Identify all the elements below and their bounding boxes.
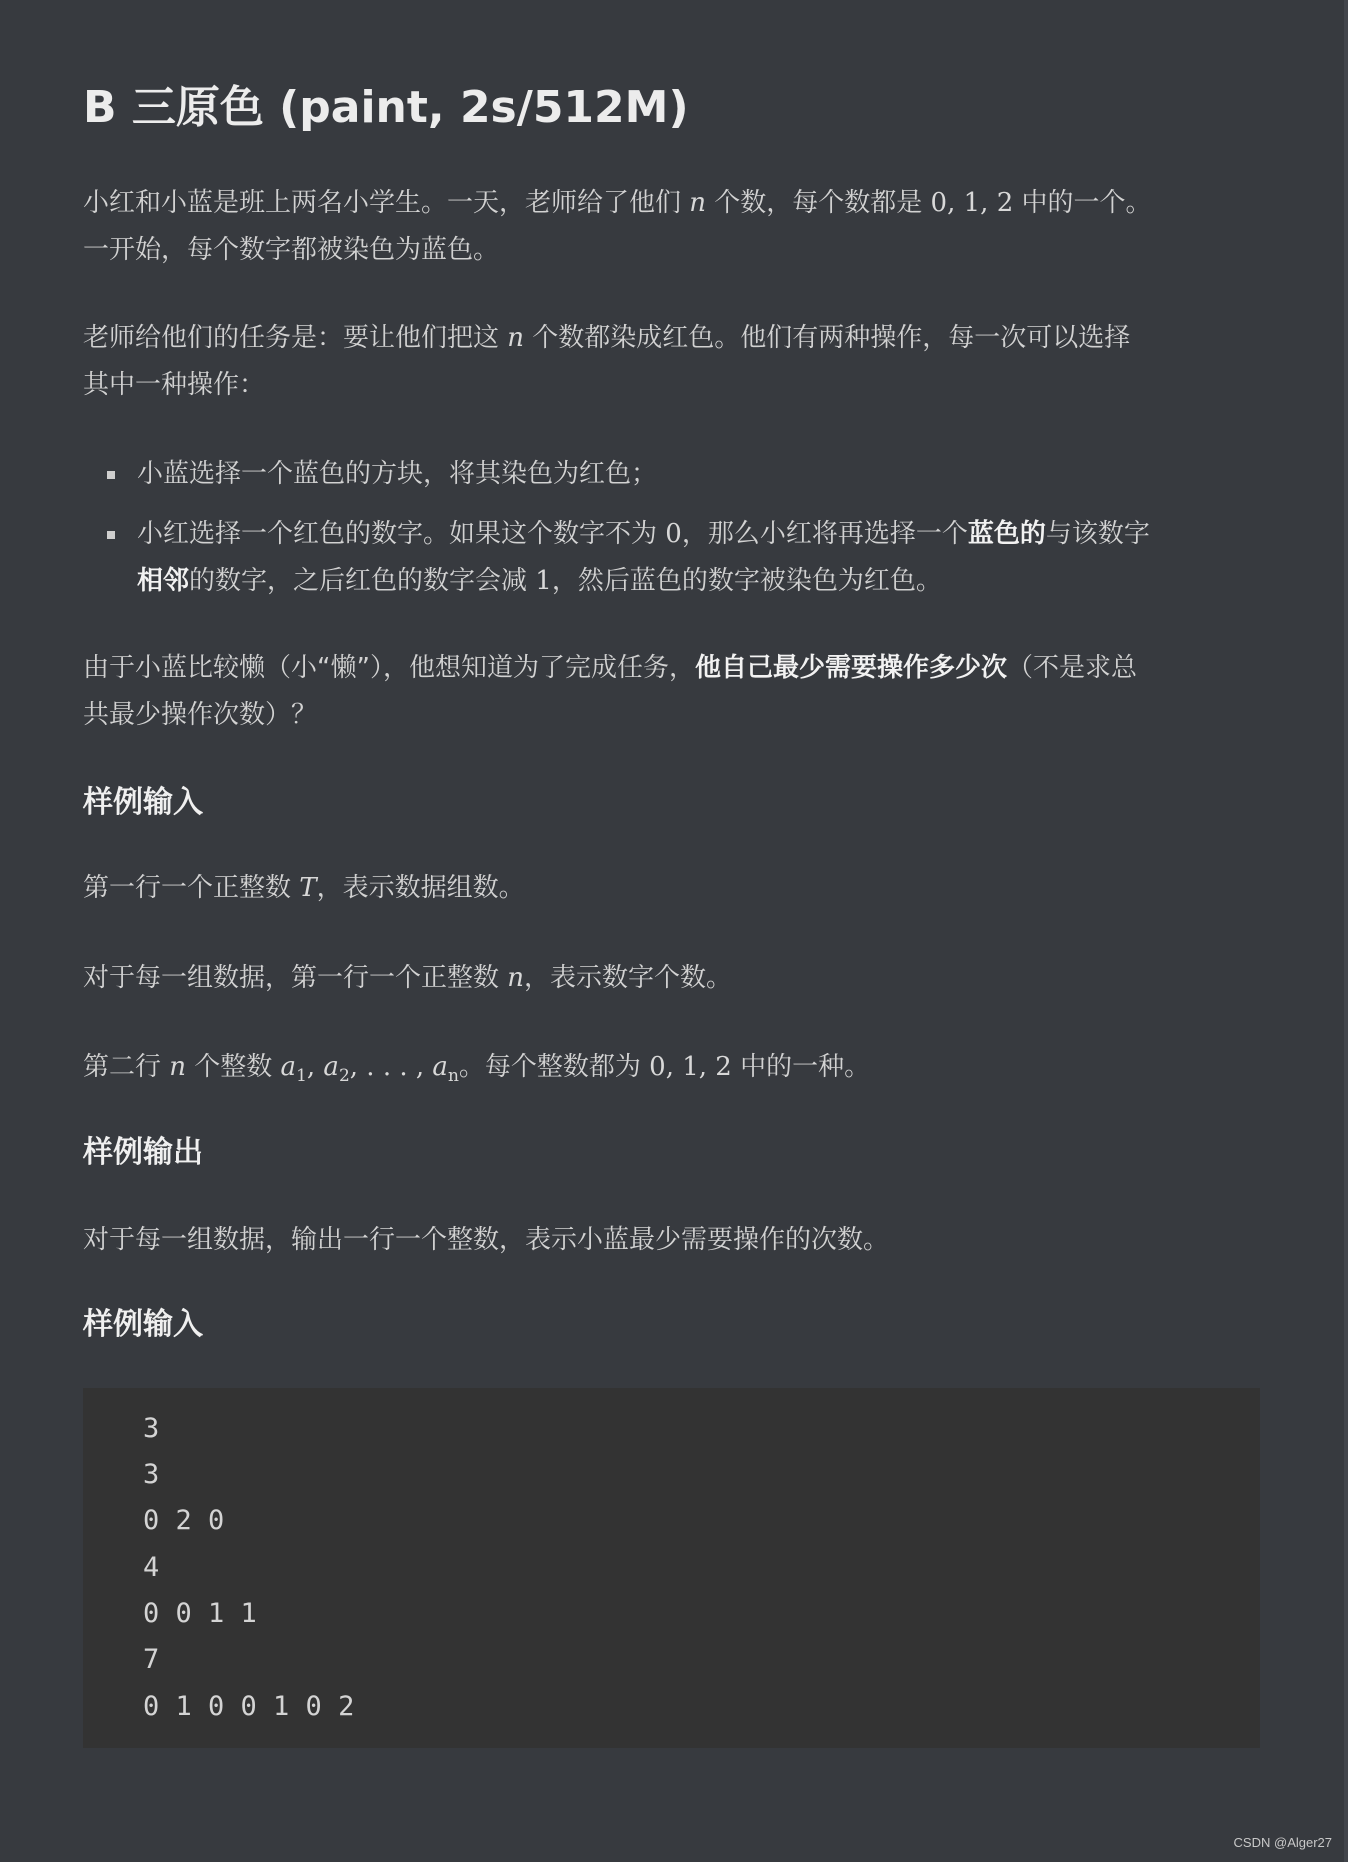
task-line-1: 老师给他们的任务是：要让他们把这 n 个数都染成红色。他们有两种操作，每一次可以选择: [83, 323, 1131, 353]
sample-heading: 样例输入: [83, 1307, 203, 1342]
task-line-2: 其中一种操作：: [83, 370, 266, 400]
list-bullet: [107, 531, 115, 539]
intro-line-2: 一开始，每个数字都被染色为蓝色。: [83, 235, 500, 265]
question-line-2: 共最少操作次数）？: [83, 700, 318, 730]
list-item-op1: 小蓝选择一个蓝色的方块，将其染色为红色；: [137, 459, 658, 489]
input-desc-1: 第一行一个正整数 T，表示数据组数。: [83, 873, 525, 903]
code-line: 0 2 0: [143, 1505, 225, 1536]
code-line: 3: [143, 1459, 160, 1490]
code-line: 7: [143, 1644, 160, 1675]
input-desc-2: 对于每一组数据，第一行一个正整数 n，表示数字个数。: [83, 963, 733, 993]
list-item-op2-line-2: 相邻的数字，之后红色的数字会减 1，然后蓝色的数字被染色为红色。: [137, 566, 942, 596]
input-desc-3: 第二行 n 个整数 $a_1$, $a_2$, . . . , $a_n$。每个整数都为 0, 1, 2 中的一种。: [83, 1052, 871, 1087]
list-bullet: [107, 471, 115, 479]
code-line: 3: [143, 1413, 160, 1444]
output-heading: 样例输出: [83, 1135, 203, 1170]
question-line-1: 由于小蓝比较懒（小“懒”），他想知道为了完成任务，他自己最少需要操作多少次（不是求总: [83, 653, 1137, 683]
sample-code-block[interactable]: [83, 1388, 1260, 1748]
code-line: 0 1 0 0 1 0 2: [143, 1691, 355, 1722]
scrollbar-track[interactable]: [1344, 0, 1348, 1862]
input-heading: 样例输入: [83, 785, 203, 820]
page-title: B 三原色 (paint, 2s/512M): [83, 82, 689, 133]
list-item-op2-line-1: 小红选择一个红色的数字。如果这个数字不为 0，那么小红将再选择一个蓝色的与该数字: [137, 519, 1150, 549]
watermark: CSDN @Alger27: [1233, 1835, 1332, 1850]
intro-line-1: 小红和小蓝是班上两名小学生。一天，老师给了他们 n 个数，每个数都是 0, 1, 2 中的一个。: [83, 188, 1152, 218]
code-line: 4: [143, 1552, 160, 1583]
output-desc: 对于每一组数据，输出一行一个整数，表示小蓝最少需要操作的次数。: [83, 1225, 890, 1255]
code-line: 0 0 1 1: [143, 1598, 257, 1629]
